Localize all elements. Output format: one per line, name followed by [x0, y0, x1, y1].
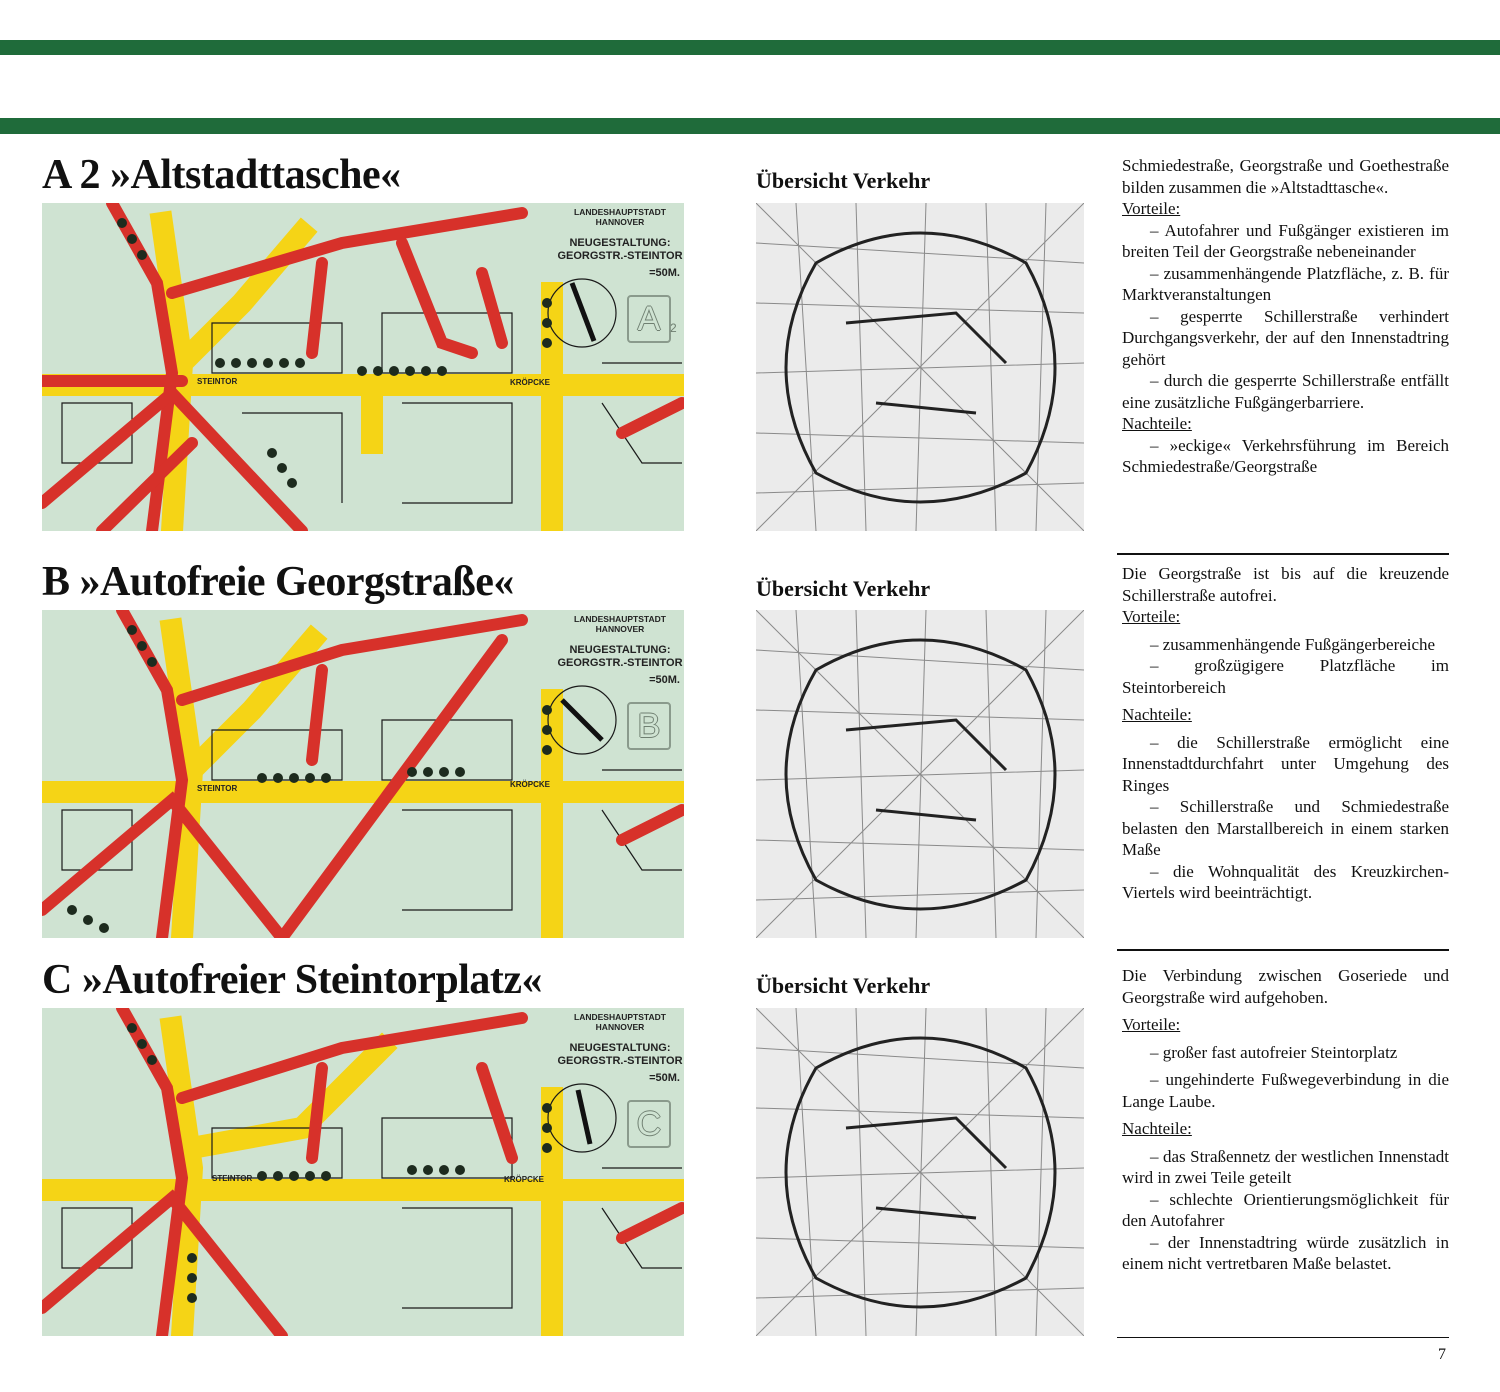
section-b-heading: B »Autofreie Georgstraße« — [42, 559, 514, 605]
plan-authority: LANDESHAUPTSTADT HANNOVER — [574, 1012, 666, 1032]
section-c-pros-label: Vorteile: — [1122, 1015, 1181, 1034]
section-b-con: – die Wohnqualität des Kreuzkirchen-Viertels wird beeinträchtigt. — [1122, 861, 1449, 902]
plan-scale: =50M. — [649, 267, 680, 279]
section-c-divider — [1117, 1337, 1449, 1338]
section-a-pro: – durch die gesperrte Schillerstraße entfällt eine zusätzliche Fußgängerbarriere. — [1122, 371, 1449, 412]
plan-label-steintor: STEINTOR — [197, 377, 238, 386]
header-band-bottom — [0, 118, 1500, 134]
section-a-pro: – zusammenhängende Platzfläche, z. B. für Marktveranstaltungen — [1122, 263, 1449, 304]
section-c-overview-title: Übersicht Verkehr — [756, 973, 931, 998]
page-number: 7 — [1438, 1346, 1446, 1363]
section-a-plan-map — [42, 203, 684, 531]
section-a-heading: A 2 »Altstadttasche« — [42, 152, 401, 198]
plan-variant-sub: 2 — [670, 321, 677, 335]
section-a-divider — [1117, 553, 1449, 555]
section-b-pros-label: Vorteile: — [1122, 607, 1181, 626]
plan-label-kroepcke: KRÖPCKE — [510, 780, 551, 789]
section-b-cons-label: Nachteile: — [1122, 705, 1192, 724]
section-c-pro: – großer fast autofreier Steintorplatz — [1150, 1042, 1398, 1062]
plan-label-kroepcke: KRÖPCKE — [510, 378, 551, 387]
section-c-con: – schlechte Orientierungsmöglichkeit für den Autofahrer — [1122, 1189, 1449, 1230]
section-a-pros-label: Vorteile: — [1122, 199, 1181, 218]
section-b-overview-title: Übersicht Verkehr — [756, 576, 931, 601]
plan-project: NEUGESTALTUNG: GEORGSTR.-STEINTOR — [557, 644, 683, 669]
section-c-plan-map — [42, 1008, 684, 1336]
section-c-pro: – ungehinderte Fußwegeverbindung in die Lange Laube. — [1122, 1070, 1449, 1111]
section-a-overview-title: Übersicht Verkehr — [756, 168, 931, 193]
section-c-con: – der Innenstadtring würde zusätzlich in einem nicht vertretbaren Maße belastet. — [1122, 1232, 1449, 1273]
section-b-con: – die Schillerstraße ermöglicht eine Innenstadtdurchfahrt unter Umgehung des Ringes — [1122, 732, 1449, 795]
section-b-overview-map — [756, 610, 1084, 938]
section-c-text — [1122, 965, 1449, 1275]
section-b-intro: Die Georgstraße ist bis auf die kreuzende Schillerstraße autofrei. — [1122, 564, 1449, 605]
section-a-text — [1122, 155, 1449, 478]
section-a-pro: – gesperrte Schillerstraße verhindert Durchgangsverkehr, der auf den Innenstadtring gehört — [1122, 306, 1449, 369]
section-a-overview-map — [756, 203, 1084, 531]
section-b-divider — [1117, 949, 1449, 951]
plan-authority: LANDESHAUPTSTADT HANNOVER — [574, 207, 666, 227]
section-c-heading: C »Autofreier Steintorplatz« — [42, 957, 543, 1003]
section-b-plan-map — [42, 610, 684, 938]
section-b-pro: – großzügigere Platzfläche im Steintorbereich — [1122, 656, 1449, 697]
section-c-overview-map — [756, 1008, 1084, 1336]
plan-project: NEUGESTALTUNG: GEORGSTR.-STEINTOR — [557, 237, 683, 262]
section-b-text — [1122, 563, 1449, 904]
plan-label-steintor: STEINTOR — [212, 1174, 253, 1183]
header-band-top — [0, 40, 1500, 55]
plan-variant-letter: C — [627, 1100, 671, 1148]
section-a-intro: Schmiedestraße, Georgstraße und Goethestraße bilden zusammen die »Altstadttasche«. — [1122, 156, 1449, 197]
plan-scale: =50M. — [649, 674, 680, 686]
plan-project: NEUGESTALTUNG: GEORGSTR.-STEINTOR — [557, 1042, 683, 1067]
plan-title-block — [556, 207, 684, 280]
plan-scale: =50M. — [649, 1072, 680, 1084]
section-a-con: – »eckige« Verkehrsführung im Bereich Schmiedestraße/Georgstraße — [1122, 435, 1449, 476]
overview-drawing — [756, 610, 1084, 938]
section-a-cons-label: Nachteile: — [1122, 414, 1192, 433]
section-c-cons-label: Nachteile: — [1122, 1119, 1192, 1138]
overview-drawing — [756, 1008, 1084, 1336]
plan-variant-letter: B — [627, 702, 671, 750]
plan-authority: LANDESHAUPTSTADT HANNOVER — [574, 614, 666, 634]
section-c-con: – das Straßennetz der westlichen Innenstadt wird in zwei Teile geteilt — [1122, 1146, 1449, 1187]
plan-title-block — [556, 1012, 684, 1085]
plan-title-block — [556, 614, 684, 687]
section-b-con: – Schillerstraße und Schmiedestraße belasten den Marstallbereich in einem starken Maße — [1122, 797, 1449, 859]
overview-drawing — [756, 203, 1084, 531]
section-b-pro: – zusammenhängende Fußgängerbereiche — [1150, 634, 1436, 654]
section-c-intro: Die Verbindung zwischen Goseriede und Georgstraße wird aufgehoben. — [1122, 966, 1449, 1007]
section-a-pro: – Autofahrer und Fußgänger existieren im breiten Teil der Georgstraße nebeneinander — [1122, 220, 1449, 261]
plan-label-steintor: STEINTOR — [197, 784, 238, 793]
plan-variant-letter: A — [627, 295, 671, 343]
plan-label-kroepcke: KRÖPCKE — [504, 1175, 545, 1184]
